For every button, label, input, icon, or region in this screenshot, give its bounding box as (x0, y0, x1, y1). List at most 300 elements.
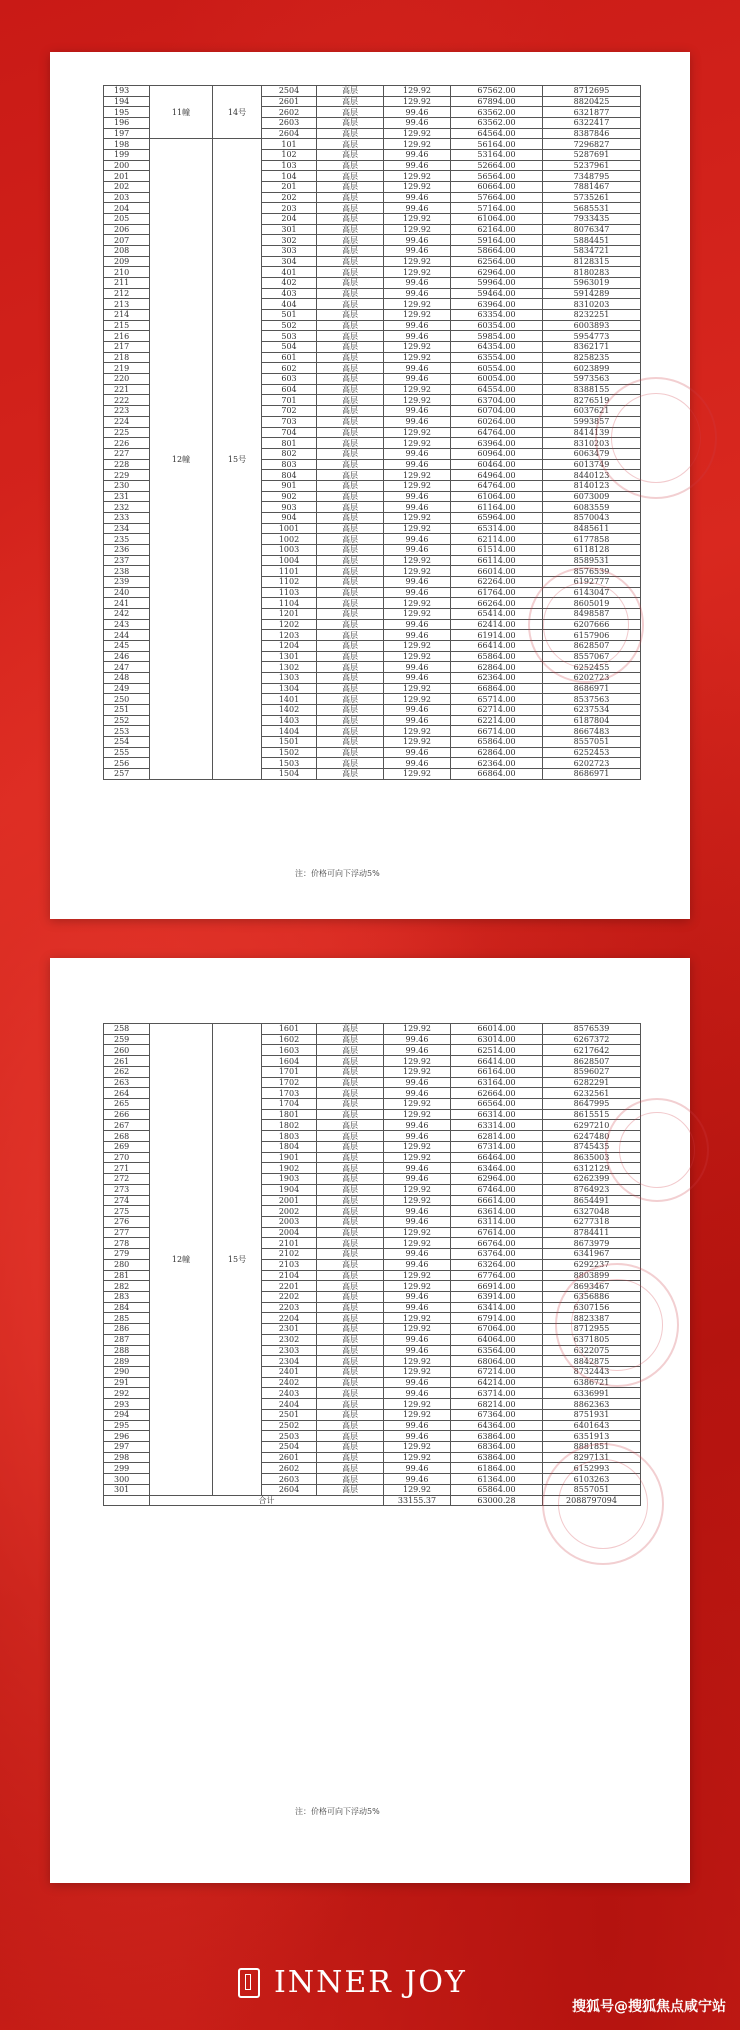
row-number: 200 (104, 160, 150, 171)
room-number: 2603 (262, 1474, 317, 1485)
area-cell: 129.92 (384, 640, 451, 651)
building-type: 高层 (317, 747, 384, 758)
room-number: 2404 (262, 1399, 317, 1410)
area-cell: 99.46 (384, 1088, 451, 1099)
building-type: 高层 (317, 278, 384, 289)
row-number: 264 (104, 1088, 150, 1099)
room-number: 1103 (262, 587, 317, 598)
room-number: 1704 (262, 1099, 317, 1110)
building-type: 高层 (317, 1270, 384, 1281)
unit-price-cell: 66614.00 (451, 1195, 543, 1206)
row-number: 251 (104, 704, 150, 715)
unit-price-cell: 66714.00 (451, 726, 543, 737)
building-type: 高层 (317, 331, 384, 342)
row-number: 276 (104, 1216, 150, 1227)
building-type: 高层 (317, 598, 384, 609)
building-type: 高层 (317, 1259, 384, 1270)
building-type: 高层 (317, 544, 384, 555)
area-cell: 99.46 (384, 118, 451, 129)
total-price-cell: 7348795 (543, 171, 641, 182)
room-number: 101 (262, 139, 317, 150)
room-number: 2401 (262, 1367, 317, 1378)
room-number: 804 (262, 470, 317, 481)
total-price-cell: 8712695 (543, 86, 641, 97)
area-cell: 129.92 (384, 310, 451, 321)
area-cell: 129.92 (384, 427, 451, 438)
row-number: 196 (104, 118, 150, 129)
total-price-cell: 5963019 (543, 278, 641, 289)
unit-price-cell: 59964.00 (451, 278, 543, 289)
row-number: 301 (104, 1484, 150, 1495)
unit-price-cell: 60354.00 (451, 320, 543, 331)
total-price-cell: 6037621 (543, 406, 641, 417)
total-price-cell: 5735261 (543, 192, 641, 203)
room-number: 1902 (262, 1163, 317, 1174)
row-number: 270 (104, 1152, 150, 1163)
total-price-cell: 8803899 (543, 1270, 641, 1281)
total-price-cell: 8589531 (543, 555, 641, 566)
room-number: 1802 (262, 1120, 317, 1131)
brand-logo (238, 1965, 467, 2000)
area-cell: 129.92 (384, 683, 451, 694)
room-number: 2001 (262, 1195, 317, 1206)
room-number: 1204 (262, 640, 317, 651)
area-cell: 129.92 (384, 171, 451, 182)
unit-price-cell: 63864.00 (451, 1431, 543, 1442)
total-sum: 2088797094 (543, 1495, 641, 1506)
building-type: 高层 (317, 704, 384, 715)
total-price-cell: 8128315 (543, 256, 641, 267)
building-type: 高层 (317, 1216, 384, 1227)
room-number: 402 (262, 278, 317, 289)
building-type: 高层 (317, 1474, 384, 1485)
row-number: 221 (104, 384, 150, 395)
room-number: 1901 (262, 1152, 317, 1163)
total-price-cell: 6207666 (543, 619, 641, 630)
unit-price-cell: 61914.00 (451, 630, 543, 641)
red-seal-stamp (595, 377, 717, 499)
unit-price-cell: 59164.00 (451, 235, 543, 246)
room-number: 904 (262, 512, 317, 523)
room-number: 801 (262, 438, 317, 449)
building-type: 高层 (317, 576, 384, 587)
row-number: 249 (104, 683, 150, 694)
building-type: 高层 (317, 1377, 384, 1388)
unit-price-cell: 64564.00 (451, 128, 543, 139)
building-cell: 12幢 (150, 139, 213, 779)
row-number: 295 (104, 1420, 150, 1431)
room-number: 1102 (262, 576, 317, 587)
unit-price-cell: 60264.00 (451, 416, 543, 427)
room-number: 1801 (262, 1109, 317, 1120)
row-number: 294 (104, 1409, 150, 1420)
building-type: 高层 (317, 758, 384, 769)
source-watermark: 搜狐号@搜狐焦点咸宁站 (572, 1999, 726, 2015)
row-number: 205 (104, 214, 150, 225)
building-type: 高层 (317, 1463, 384, 1474)
unit-price-cell: 63314.00 (451, 1120, 543, 1131)
room-number: 902 (262, 491, 317, 502)
unit-price-cell: 59854.00 (451, 331, 543, 342)
unit-price-cell: 66414.00 (451, 640, 543, 651)
room-number: 2002 (262, 1206, 317, 1217)
room-number: 703 (262, 416, 317, 427)
row-number: 215 (104, 320, 150, 331)
row-number: 240 (104, 587, 150, 598)
room-number: 2004 (262, 1227, 317, 1238)
row-number: 277 (104, 1227, 150, 1238)
row-number: 280 (104, 1259, 150, 1270)
total-price-cell: 6277318 (543, 1216, 641, 1227)
building-type: 高层 (317, 672, 384, 683)
room-number: 202 (262, 192, 317, 203)
building-type: 高层 (317, 1141, 384, 1152)
area-cell: 99.46 (384, 288, 451, 299)
row-number: 254 (104, 736, 150, 747)
row-number: 233 (104, 512, 150, 523)
building-type: 高层 (317, 1099, 384, 1110)
row-number: 285 (104, 1313, 150, 1324)
unit-price-cell: 66314.00 (451, 1109, 543, 1120)
unit-price-cell: 62114.00 (451, 534, 543, 545)
total-price-cell: 8596027 (543, 1066, 641, 1077)
building-type: 高层 (317, 662, 384, 673)
room-number: 2104 (262, 1270, 317, 1281)
building-type: 高层 (317, 502, 384, 513)
area-cell: 99.46 (384, 491, 451, 502)
row-number: 238 (104, 566, 150, 577)
unit-price-cell: 67764.00 (451, 1270, 543, 1281)
unit-price-cell: 60664.00 (451, 182, 543, 193)
area-cell: 99.46 (384, 331, 451, 342)
row-number: 284 (104, 1302, 150, 1313)
area-cell: 99.46 (384, 544, 451, 555)
room-number: 601 (262, 352, 317, 363)
room-number: 204 (262, 214, 317, 225)
area-cell: 129.92 (384, 352, 451, 363)
unit-price-cell: 61064.00 (451, 491, 543, 502)
unit-price-cell: 68364.00 (451, 1442, 543, 1453)
unit-price-cell: 62864.00 (451, 662, 543, 673)
total-price-cell: 5884451 (543, 235, 641, 246)
total-price-cell: 8557067 (543, 651, 641, 662)
area-cell: 129.92 (384, 1281, 451, 1292)
room-number: 2304 (262, 1356, 317, 1367)
building-type: 高层 (317, 512, 384, 523)
room-number: 2604 (262, 128, 317, 139)
total-price-cell: 5914289 (543, 288, 641, 299)
total-price-cell: 8764923 (543, 1184, 641, 1195)
room-number: 1304 (262, 683, 317, 694)
unit-price-cell: 63562.00 (451, 118, 543, 129)
total-price-cell: 8686971 (543, 683, 641, 694)
brand-name: INNER JOY (274, 1965, 467, 2000)
total-price-cell: 8180283 (543, 267, 641, 278)
building-type: 高层 (317, 1431, 384, 1442)
area-cell: 129.92 (384, 1399, 451, 1410)
row-number: 198 (104, 139, 150, 150)
row-number: 274 (104, 1195, 150, 1206)
area-cell: 99.46 (384, 374, 451, 385)
total-price-cell: 8628507 (543, 640, 641, 651)
building-type: 高层 (317, 1345, 384, 1356)
total-price-cell: 8751931 (543, 1409, 641, 1420)
area-cell: 99.46 (384, 715, 451, 726)
unit-price-cell: 59464.00 (451, 288, 543, 299)
area-cell: 99.46 (384, 192, 451, 203)
building-type: 高层 (317, 470, 384, 481)
area-cell: 129.92 (384, 1227, 451, 1238)
unit-price-cell: 66764.00 (451, 1238, 543, 1249)
unit-price-cell: 63964.00 (451, 299, 543, 310)
area-cell: 129.92 (384, 1324, 451, 1335)
room-number: 2101 (262, 1238, 317, 1249)
unit-price-cell: 64354.00 (451, 342, 543, 353)
unit-price-cell: 65714.00 (451, 694, 543, 705)
area-cell: 99.46 (384, 662, 451, 673)
total-price-cell: 8745435 (543, 1141, 641, 1152)
row-number: 222 (104, 395, 150, 406)
room-number: 404 (262, 299, 317, 310)
room-number: 2403 (262, 1388, 317, 1399)
total-price-cell: 8654491 (543, 1195, 641, 1206)
building-type: 高层 (317, 736, 384, 747)
room-number: 602 (262, 363, 317, 374)
row-number: 207 (104, 235, 150, 246)
total-price-cell: 6177858 (543, 534, 641, 545)
area-cell: 129.92 (384, 1184, 451, 1195)
table-row (104, 139, 641, 150)
unit-price-cell: 60554.00 (451, 363, 543, 374)
building-type: 高层 (317, 694, 384, 705)
row-number: 202 (104, 182, 150, 193)
total-price-cell: 6103263 (543, 1474, 641, 1485)
row-number: 209 (104, 256, 150, 267)
row-number: 239 (104, 576, 150, 587)
total-label: 合计 (150, 1495, 384, 1506)
row-number: 261 (104, 1056, 150, 1067)
total-price-cell: 6371805 (543, 1334, 641, 1345)
price-note: 注：价格可向下浮动5% (295, 1807, 380, 1816)
room-number: 2003 (262, 1216, 317, 1227)
total-price-cell: 6237534 (543, 704, 641, 715)
area-cell: 129.92 (384, 1024, 451, 1035)
room-number: 2203 (262, 1302, 317, 1313)
room-number: 1203 (262, 630, 317, 641)
total-price-cell: 8076347 (543, 224, 641, 235)
room-number: 803 (262, 459, 317, 470)
total-price-cell: 8693467 (543, 1281, 641, 1292)
unit-price-cell: 63554.00 (451, 352, 543, 363)
area-cell: 129.92 (384, 523, 451, 534)
building-type: 高层 (317, 427, 384, 438)
total-price-cell: 8784411 (543, 1227, 641, 1238)
total-price-cell: 6232561 (543, 1088, 641, 1099)
room-number: 2204 (262, 1313, 317, 1324)
row-number: 272 (104, 1174, 150, 1185)
unit-price-cell: 58664.00 (451, 246, 543, 257)
row-number: 250 (104, 694, 150, 705)
row-number: 281 (104, 1270, 150, 1281)
total-price-cell: 5973563 (543, 374, 641, 385)
total-price-cell: 8140123 (543, 480, 641, 491)
room-number: 1803 (262, 1131, 317, 1142)
total-price-cell: 8537563 (543, 694, 641, 705)
room-number: 2602 (262, 107, 317, 118)
total-price-cell: 6292237 (543, 1259, 641, 1270)
total-price-cell: 6252453 (543, 747, 641, 758)
total-price-cell: 6247480 (543, 1131, 641, 1142)
unit-price-cell: 65314.00 (451, 523, 543, 534)
area-cell: 99.46 (384, 1131, 451, 1142)
row-number: 210 (104, 267, 150, 278)
unit-price-cell: 66464.00 (451, 1152, 543, 1163)
building-type: 高层 (317, 1291, 384, 1302)
area-cell: 129.92 (384, 267, 451, 278)
row-number: 275 (104, 1206, 150, 1217)
room-number: 1503 (262, 758, 317, 769)
building-type: 高层 (317, 651, 384, 662)
building-type: 高层 (317, 86, 384, 97)
unit-cell: 15号 (213, 139, 262, 779)
room-number: 1303 (262, 672, 317, 683)
building-type: 高层 (317, 1334, 384, 1345)
price-table-page-2 (103, 1023, 641, 1506)
room-number: 2102 (262, 1249, 317, 1260)
table-row (104, 1024, 641, 1035)
room-number: 1504 (262, 769, 317, 780)
area-cell: 129.92 (384, 224, 451, 235)
unit-price-cell: 62964.00 (451, 267, 543, 278)
building-type: 高层 (317, 480, 384, 491)
unit-price-cell: 64064.00 (451, 1334, 543, 1345)
total-price-cell: 6143047 (543, 587, 641, 598)
building-type: 高层 (317, 1249, 384, 1260)
area-cell: 99.46 (384, 1345, 451, 1356)
unit-price-cell: 57164.00 (451, 203, 543, 214)
unit-price-cell: 63264.00 (451, 1259, 543, 1270)
row-number: 256 (104, 758, 150, 769)
unit-price-cell: 64214.00 (451, 1377, 543, 1388)
row-number: 241 (104, 598, 150, 609)
room-number: 1004 (262, 555, 317, 566)
total-price-cell: 6307156 (543, 1302, 641, 1313)
building-type: 高层 (317, 203, 384, 214)
total-price-cell: 5993857 (543, 416, 641, 427)
row-number: 246 (104, 651, 150, 662)
unit-cell: 14号 (213, 86, 262, 139)
room-number: 2504 (262, 1442, 317, 1453)
room-number: 1403 (262, 715, 317, 726)
total-price-cell: 7933435 (543, 214, 641, 225)
area-cell: 99.46 (384, 406, 451, 417)
total-price-cell: 5954773 (543, 331, 641, 342)
area-cell: 129.92 (384, 651, 451, 662)
area-cell: 99.46 (384, 1377, 451, 1388)
building-type: 高层 (317, 438, 384, 449)
area-cell: 99.46 (384, 1291, 451, 1302)
area-cell: 99.46 (384, 203, 451, 214)
total-price-cell: 8732443 (543, 1367, 641, 1378)
unit-price-cell: 67562.00 (451, 86, 543, 97)
total-price-cell: 8557051 (543, 736, 641, 747)
room-number: 1402 (262, 704, 317, 715)
area-cell: 129.92 (384, 1356, 451, 1367)
unit-price-cell: 66264.00 (451, 598, 543, 609)
row-number: 296 (104, 1431, 150, 1442)
total-price-cell: 8576539 (543, 1024, 641, 1035)
room-number: 1301 (262, 651, 317, 662)
unit-price-cell: 66114.00 (451, 555, 543, 566)
area-cell: 129.92 (384, 1238, 451, 1249)
unit-price-cell: 65414.00 (451, 608, 543, 619)
area-cell: 129.92 (384, 470, 451, 481)
unit-price-cell: 62264.00 (451, 576, 543, 587)
total-price-cell: 6322417 (543, 118, 641, 129)
row-number: 234 (104, 523, 150, 534)
row-number: 258 (104, 1024, 150, 1035)
building-type: 高层 (317, 310, 384, 321)
area-cell: 99.46 (384, 1216, 451, 1227)
row-number: 225 (104, 427, 150, 438)
building-type: 高层 (317, 139, 384, 150)
building-type: 高层 (317, 1131, 384, 1142)
area-cell: 129.92 (384, 769, 451, 780)
row-number: 288 (104, 1345, 150, 1356)
area-cell: 129.92 (384, 1409, 451, 1420)
unit-price-cell: 63014.00 (451, 1034, 543, 1045)
room-number: 1302 (262, 662, 317, 673)
building-type: 高层 (317, 587, 384, 598)
row-number: 283 (104, 1291, 150, 1302)
room-number: 1904 (262, 1184, 317, 1195)
area-cell: 129.92 (384, 512, 451, 523)
unit-price-cell: 66864.00 (451, 683, 543, 694)
unit-price-cell: 62864.00 (451, 747, 543, 758)
total-price-cell: 7296827 (543, 139, 641, 150)
area-cell: 129.92 (384, 694, 451, 705)
room-number: 704 (262, 427, 317, 438)
building-type: 高层 (317, 160, 384, 171)
total-price-cell: 8862363 (543, 1399, 641, 1410)
total-price-cell: 8635003 (543, 1152, 641, 1163)
building-type: 高层 (317, 1227, 384, 1238)
unit-price-cell: 62964.00 (451, 1174, 543, 1185)
unit-price-cell: 67614.00 (451, 1227, 543, 1238)
room-number: 2302 (262, 1334, 317, 1345)
total-price-cell: 8686971 (543, 769, 641, 780)
total-price-cell: 6341967 (543, 1249, 641, 1260)
area-cell: 99.46 (384, 320, 451, 331)
unit-price-cell: 63562.00 (451, 107, 543, 118)
row-number: 262 (104, 1066, 150, 1077)
total-price-cell: 6322075 (543, 1345, 641, 1356)
total-price-cell: 6217642 (543, 1045, 641, 1056)
total-price-cell: 6356886 (543, 1291, 641, 1302)
area-cell: 99.46 (384, 1259, 451, 1270)
area-cell: 99.46 (384, 1077, 451, 1088)
building-type: 高层 (317, 214, 384, 225)
unit-price-cell: 63114.00 (451, 1216, 543, 1227)
room-number: 2504 (262, 86, 317, 97)
building-type: 高层 (317, 534, 384, 545)
room-number: 2602 (262, 1463, 317, 1474)
area-cell: 99.46 (384, 534, 451, 545)
building-type: 高层 (317, 118, 384, 129)
unit-price-cell: 61764.00 (451, 587, 543, 598)
building-type: 高层 (317, 1109, 384, 1120)
total-price-cell: 6267372 (543, 1034, 641, 1045)
